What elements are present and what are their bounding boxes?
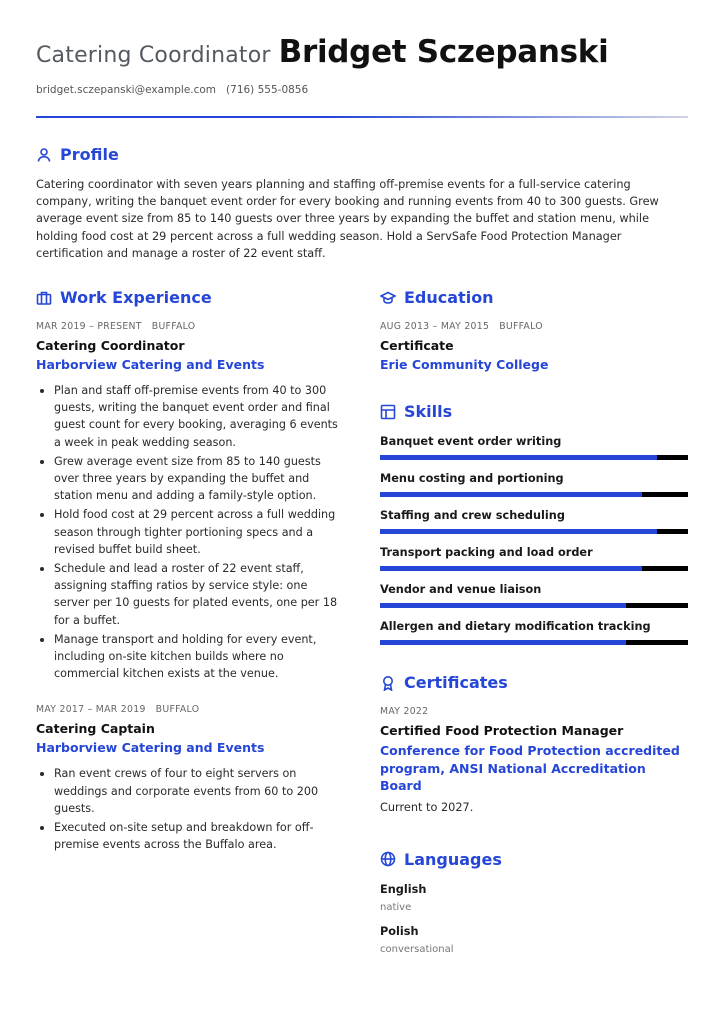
skill-name: Banquet event order writing	[380, 435, 562, 448]
skill-item	[380, 472, 688, 497]
certificate-date: MAY 2022	[380, 706, 429, 717]
title-line	[36, 34, 688, 70]
skill-level-bar	[380, 640, 688, 645]
resume-header	[36, 34, 688, 96]
globe-icon	[380, 851, 396, 867]
certificate-note: Current to 2027.	[380, 800, 474, 814]
job-bullet: Plan and staff off-premise events from 40 to 300 guests, writing the banquet event order and final guest count for every booking, averaging 6 events a week in peak wedding season.	[36, 382, 346, 451]
skills-heading-label: Skills	[404, 402, 453, 421]
header-divider	[36, 116, 688, 118]
job-bullet: Grew average event size from 85 to 140 guests over three years by expanding the buffet and station menu and adding a family-style option.	[36, 453, 346, 505]
job-meta	[36, 321, 346, 332]
skills-list	[380, 435, 688, 645]
profile-summary: Catering coordinator with seven years planning and staffing off-premise events for a full-service catering company, writing the banquet event order for every booking and running events from 40 to 300 guests. Grew average event size from 85 to 140 guests over three years by expanding the buffet and station menu, while holding food cost at 29 percent across a full wedding season. Hold a ServSafe Food Protection Manager certification and manage a roster of 22 event staff.	[36, 178, 659, 260]
skill-level-bar	[380, 492, 688, 497]
skill-item	[380, 546, 688, 571]
certificate-name: Certified Food Protection Manager	[380, 723, 624, 738]
skill-name: Staffing and crew scheduling	[380, 509, 565, 522]
right-column	[380, 288, 688, 955]
skills-grid-icon	[380, 404, 396, 420]
skill-level-fill	[380, 566, 642, 571]
skill-name: Transport packing and load order	[380, 546, 593, 559]
education-degree: Certificate	[380, 338, 454, 353]
job-dates: MAY 2017 – MAR 2019	[36, 704, 146, 716]
job-location: BUFFALO	[151, 321, 196, 332]
job-location: BUFFALO	[155, 704, 200, 716]
language-name: Polish	[380, 924, 419, 938]
email[interactable]: bridget.sczepanski@example.com	[36, 84, 217, 96]
language-item	[380, 925, 688, 955]
contact-line	[36, 84, 688, 96]
skill-item	[380, 583, 688, 608]
person-icon	[36, 147, 52, 163]
job-bullet: Manage transport and holding for every event, including on-site kitchen builds where no commercial kitchen exists at the venue.	[36, 631, 346, 683]
job-bullet: Hold food cost at 29 percent across a full wedding season through tighter portioning specs and a revised buffet build sheet.	[36, 506, 346, 558]
skill-level-bar	[380, 455, 688, 460]
graduation-cap-icon	[380, 290, 396, 306]
skill-name: Menu costing and portioning	[380, 472, 564, 485]
job-company: Harborview Catering and Events	[36, 740, 265, 756]
language-level: native	[380, 901, 412, 913]
skill-level-fill	[380, 492, 642, 497]
education-dates: AUG 2013 – MAY 2015	[380, 321, 490, 332]
languages-heading	[380, 850, 688, 869]
skill-level-bar	[380, 603, 688, 608]
education-heading	[380, 288, 688, 307]
skill-item	[380, 620, 688, 645]
profile-heading-label: Profile	[60, 145, 119, 164]
job-company: Harborview Catering and Events	[36, 357, 265, 372]
work-experience-section	[36, 288, 346, 855]
job-role: Catering Coordinator	[36, 338, 185, 353]
phone[interactable]: (716) 555-0856	[226, 84, 309, 96]
briefcase-icon	[36, 290, 52, 306]
skills-heading	[380, 402, 688, 421]
skill-item	[380, 435, 688, 460]
job-role: Catering Captain	[36, 721, 155, 737]
job-dates: MAR 2019 – PRESENT	[36, 321, 142, 332]
candidate-name: Bridget Sczepanski	[278, 34, 609, 70]
job-bullet: Schedule and lead a roster of 22 event staff, assigning staffing ratios by service style: one server per 10 guests for plated events, one per 18 for a buffet.	[36, 560, 346, 629]
language-name: English	[380, 882, 427, 896]
skill-level-fill	[380, 455, 657, 460]
language-item	[380, 883, 688, 913]
profile-heading	[36, 145, 688, 164]
skill-name: Vendor and venue liaison	[380, 583, 542, 596]
certificate-issuer: Conference for Food Protection accredited program, ANSI National Accreditation Board	[380, 743, 680, 793]
job-title: Catering Coordinator	[36, 43, 271, 68]
languages-heading-label: Languages	[404, 849, 502, 869]
education-school: Erie Community College	[380, 357, 549, 372]
education-meta	[380, 321, 688, 332]
language-level: conversational	[380, 943, 454, 955]
skill-level-fill	[380, 640, 626, 645]
job-meta	[36, 704, 346, 715]
skill-level-bar	[380, 566, 688, 571]
profile-section	[36, 145, 688, 262]
certificates-heading-label: Certificates	[404, 673, 508, 692]
education-location: BUFFALO	[499, 321, 543, 332]
work-heading	[36, 288, 346, 307]
certificates-heading	[380, 673, 688, 692]
job-bullets	[36, 765, 346, 853]
job-bullet: Executed on-site setup and breakdown for off-premise events across the Buffalo area.	[36, 819, 346, 853]
job-bullet: Ran event crews of four to eight servers on weddings and corporate events from 60 to 200 guests.	[36, 765, 346, 817]
skill-level-bar	[380, 529, 688, 534]
education-heading-label: Education	[404, 288, 494, 307]
skill-name: Allergen and dietary modification tracking	[380, 620, 651, 633]
skill-level-fill	[380, 603, 626, 608]
skill-level-fill	[380, 529, 657, 534]
award-ribbon-icon	[380, 675, 396, 691]
skill-item	[380, 509, 688, 534]
job-entry	[36, 704, 346, 853]
work-heading-label: Work Experience	[60, 288, 212, 307]
job-entry	[36, 321, 346, 682]
job-bullets	[36, 382, 346, 682]
